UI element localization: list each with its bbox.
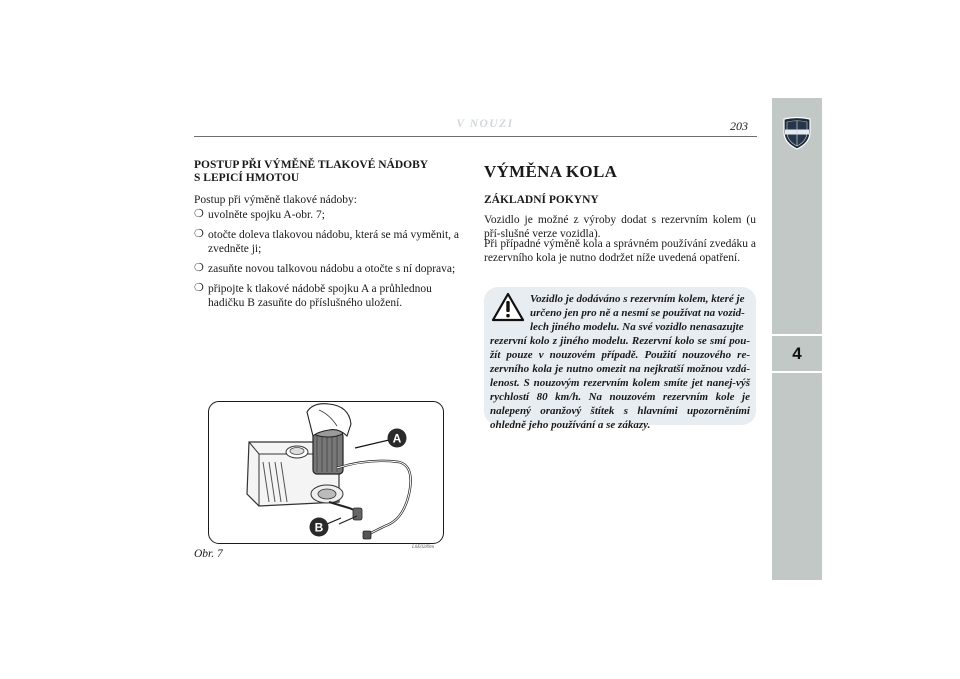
list-item	[194, 208, 464, 222]
list-item-text: zasuňte novou talkovou nádobu a otočte s ní doprava;	[208, 263, 456, 275]
warning-text	[490, 292, 750, 432]
warning-line-1: Vozidlo je dodáváno s rezervním kolem, které je	[530, 293, 745, 305]
bullet-circle-icon: ❍	[194, 208, 204, 220]
procedure-heading-line1: POSTUP PŘI VÝMĚNĚ TLAKOVÉ NÁDOBY	[194, 159, 429, 171]
chapter-number: 4	[792, 344, 802, 363]
tab-divider-bottom	[772, 371, 822, 373]
callout-label-b: B	[314, 520, 324, 535]
wheel-change-title: VÝMĚNA KOLA	[484, 162, 618, 181]
page-number: 203	[730, 119, 748, 133]
precautions-paragraph: Při případné výměně kola a správném používání zvedáku a rezervního kola je nutno dodržet níže uvedená opatření.	[484, 238, 756, 264]
list-item-text: připojte k tlakové nádobě spojku A a průhlednou hadičku B zasuňte do příslušného uložení.	[208, 283, 432, 309]
figure-caption: Obr. 7	[194, 548, 223, 560]
header-rule	[194, 136, 757, 137]
procedure-heading	[194, 159, 464, 185]
warning-line-2: určeno jen pro ně a nesmí se používat na vozid-	[530, 307, 745, 319]
list-item	[194, 282, 464, 310]
list-item-text: otočte doleva tlakovou nádobu, která se má vyměnit, a zvedněte ji;	[208, 229, 460, 255]
figure-code: L0E0289m	[412, 545, 434, 550]
bullet-circle-icon: ❍	[194, 228, 204, 240]
callout-label-a: A	[392, 431, 402, 446]
procedure-intro: Postup při výměně tlakové nádoby:	[194, 194, 357, 206]
warning-rest: rezervní kolo z jiného modelu. Rezervní kolo se smí pou-žít pouze v nouzovém případě. Použití nouzového re-zervního kola je nutno omezit na nejkratší možnou vzdá-lenost. S nouzovým rezervním kolem smíte jet nanej-výš rychlostí 80 km/h. Na nouzovém rezervním kole je nalepený oranžový štítek s hlavními upozorněními ohledně jeho používání a se zákazy.	[490, 335, 750, 431]
section-title: V NOUZI	[456, 118, 514, 130]
figure-illustration	[208, 401, 444, 544]
compressor-drawing	[209, 402, 443, 543]
procedure-heading-line2: S LEPICÍ HMOTOU	[194, 172, 300, 184]
list-item-text: uvolněte spojku A-obr. 7;	[208, 209, 325, 221]
spare-wheel-paragraph: Vozidlo je možné z výroby dodat s rezervním kolem (u pří-slušné verze vozidla).	[484, 214, 756, 240]
bullet-circle-icon: ❍	[194, 262, 204, 274]
warning-line-3: lech jiného modelu. Na své vozidlo nenasazujte	[530, 321, 744, 333]
list-item	[194, 262, 464, 276]
bullet-circle-icon: ❍	[194, 282, 204, 294]
lancia-logo-icon	[781, 116, 813, 150]
list-item	[194, 228, 464, 256]
basic-instructions-heading: ZÁKLADNÍ POKYNY	[484, 194, 599, 206]
